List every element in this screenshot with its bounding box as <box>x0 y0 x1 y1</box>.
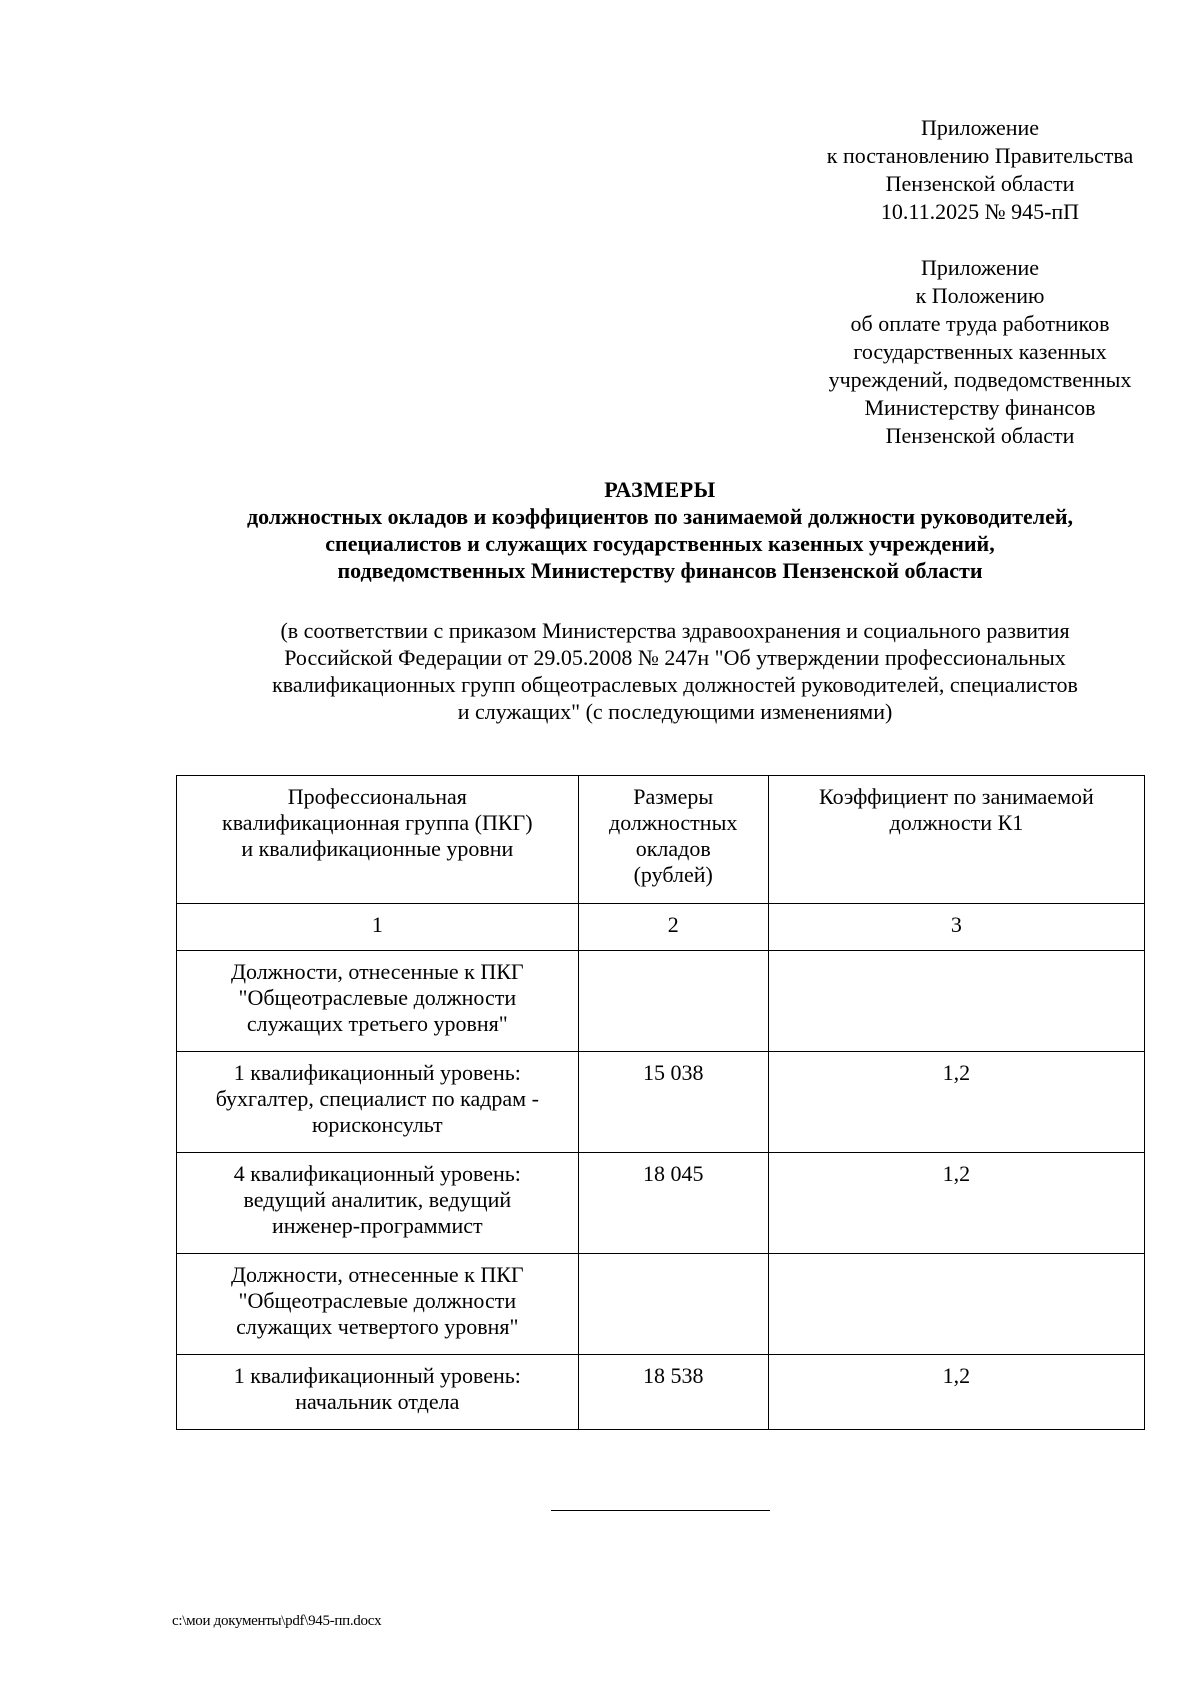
salary-table <box>176 775 1145 1430</box>
appendix-line: учреждений, подведомственных <box>828 367 1132 392</box>
coefficient-cell: 1,2 <box>768 1355 1144 1430</box>
document-title <box>100 476 1200 584</box>
appendix-line: к Положению <box>915 283 1045 308</box>
coefficient-cell: 1,2 <box>768 1052 1144 1153</box>
legal-basis-note <box>150 617 1200 725</box>
appendix-line: Министерству финансов <box>864 395 1096 420</box>
coefficient-cell <box>768 1254 1144 1355</box>
position-cell: 1 квалификационный уровень: бухгалтер, специалист по кадрам - юрисконсульт <box>177 1052 579 1153</box>
header-cell-salary: Размеры должностных окладов (рублей) <box>578 776 768 904</box>
salary-cell: 15 038 <box>578 1052 768 1153</box>
appendix-line: Приложение <box>920 255 1040 280</box>
salary-cell <box>578 1254 768 1355</box>
coefficient-cell: 1,2 <box>768 1153 1144 1254</box>
end-separator-line <box>551 1510 770 1511</box>
file-path-footer: c:\мои документы\pdf\945-пп.docx <box>172 1613 382 1629</box>
table-row <box>177 1254 1145 1355</box>
basis-line: (в соответствии с приказом Министерства здравоохранения и социального развития <box>280 618 1070 643</box>
position-cell: Должности, отнесенные к ПКГ "Общеотраслевые должности служащих четвертого уровня" <box>177 1254 579 1355</box>
appendix-line: к постановлению Правительства <box>826 143 1134 168</box>
table-row <box>177 951 1145 1052</box>
table-row <box>177 1355 1145 1430</box>
salary-cell: 18 538 <box>578 1355 768 1430</box>
basis-line: Российской Федерации от 29.05.2008 № 247н "Об утверждении профессиональных <box>284 645 1066 670</box>
column-number: 2 <box>578 904 768 951</box>
basis-line: и служащих" (с последующими изменениями) <box>457 699 893 724</box>
appendix-line: государственных казенных <box>853 339 1107 364</box>
coefficient-cell <box>768 951 1144 1052</box>
title-line: подведомственных Министерству финансов Пензенской области <box>337 558 983 583</box>
salary-cell: 18 045 <box>578 1153 768 1254</box>
appendix-line: Приложение <box>920 115 1040 140</box>
position-cell: 4 квалификационный уровень: ведущий аналитик, ведущий инженер-программист <box>177 1153 579 1254</box>
header-cell-coefficient: Коэффициент по занимаемой должности К1 <box>768 776 1144 904</box>
title-line: специалистов и служащих государственных казенных учреждений, <box>325 531 995 556</box>
column-number: 3 <box>768 904 1144 951</box>
table-row <box>177 1052 1145 1153</box>
appendix-to-regulation <box>780 254 1180 450</box>
appendix-line: Пензенской области <box>885 171 1075 196</box>
title-line: должностных окладов и коэффициентов по занимаемой должности руководителей, <box>246 504 1074 529</box>
table-header-row <box>177 776 1145 904</box>
appendix-line: Пензенской области <box>885 423 1075 448</box>
header-cell-group: Профессиональная квалификационная группа (ПКГ) и квалификационные уровни <box>177 776 579 904</box>
appendix-to-resolution <box>780 114 1180 226</box>
position-cell: 1 квалификационный уровень: начальник отдела <box>177 1355 579 1430</box>
appendix-line: об оплате труда работников <box>850 311 1110 336</box>
position-cell: Должности, отнесенные к ПКГ "Общеотраслевые должности служащих третьего уровня" <box>177 951 579 1052</box>
appendix-date-number: 10.11.2025 № 945-пП <box>880 199 1080 224</box>
table-row <box>177 1153 1145 1254</box>
column-number: 1 <box>177 904 579 951</box>
title-main: РАЗМЕРЫ <box>604 477 716 502</box>
salary-cell <box>578 951 768 1052</box>
basis-line: квалификационных групп общеотраслевых должностей руководителей, специалистов <box>272 672 1078 697</box>
column-number-row <box>177 904 1145 951</box>
